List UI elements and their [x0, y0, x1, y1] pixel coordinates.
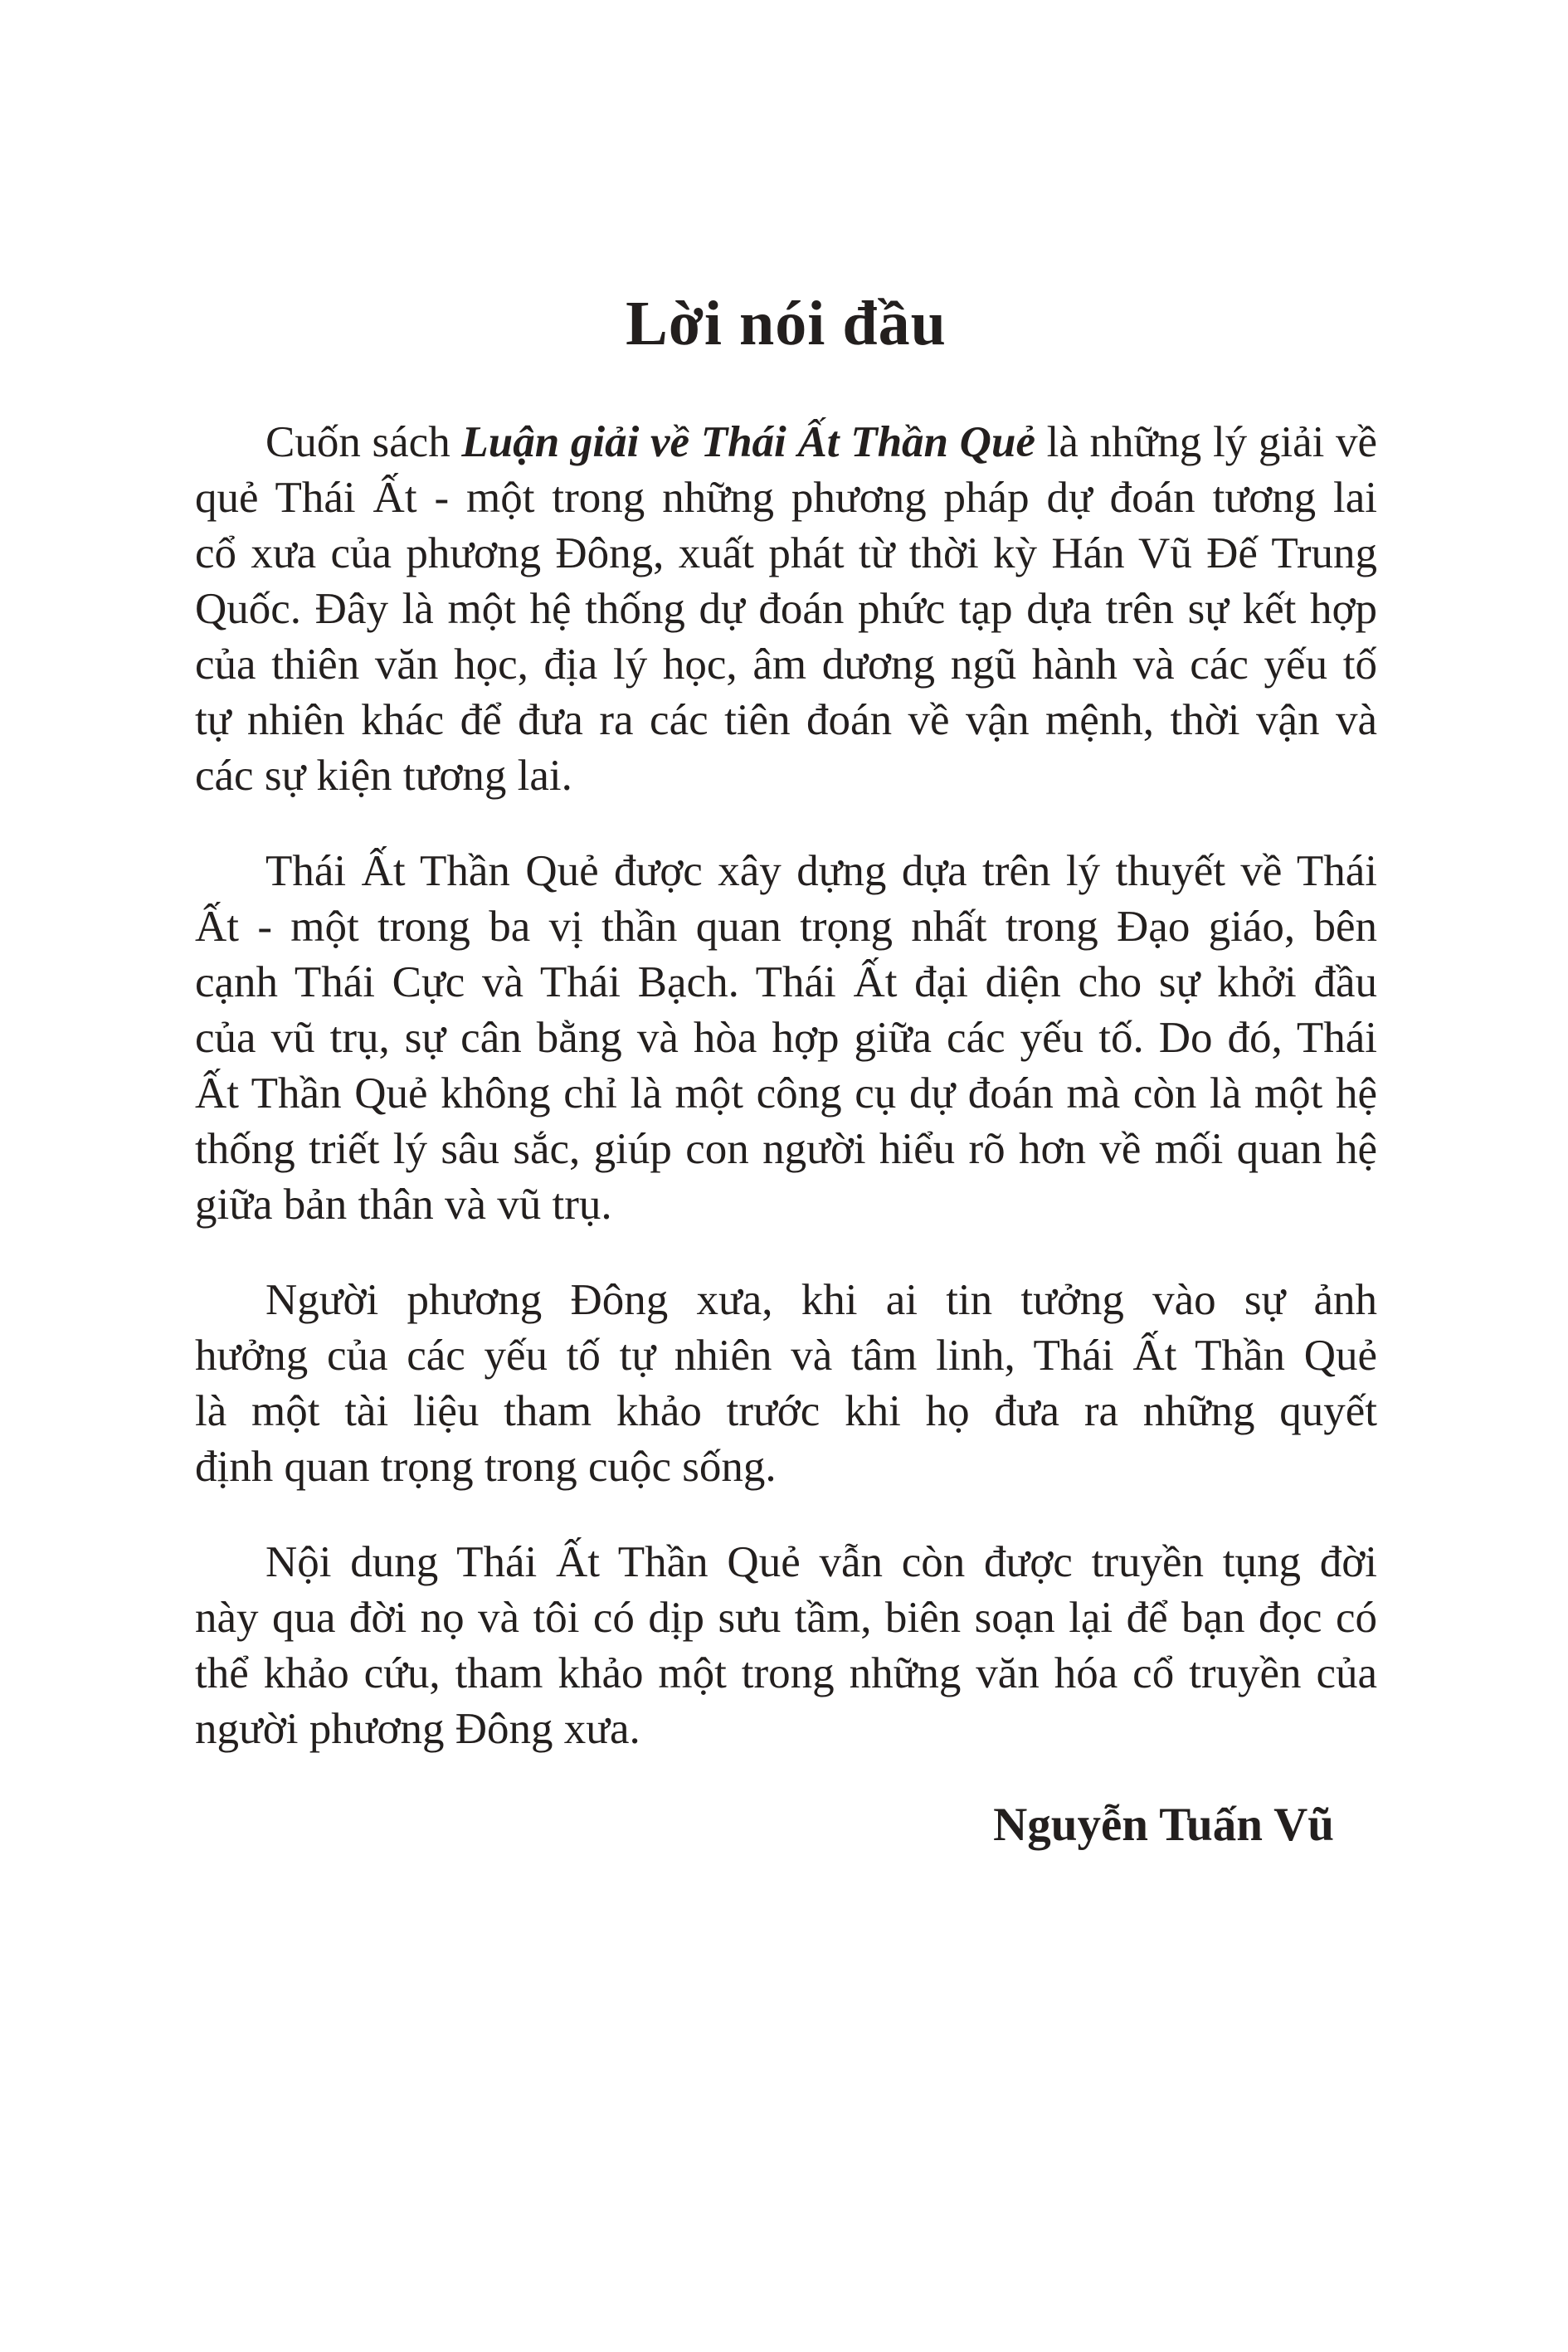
text-line	[195, 1177, 1377, 1233]
text-segment: Cuốn sách	[265, 418, 462, 466]
text-line	[195, 844, 1377, 899]
text-segment: Ất - một trong ba vị thần quan trọng nhất trong Đạo giáo, bên	[195, 903, 1377, 951]
text-segment: các sự kiện tương lai.	[195, 752, 572, 800]
text-line	[195, 693, 1377, 748]
text-line	[195, 1010, 1377, 1066]
text-segment: là một tài liệu tham khảo trước khi họ đưa ra những quyết	[195, 1387, 1377, 1435]
text-segment: người phương Đông xưa.	[195, 1705, 640, 1753]
text-segment: Thái Ất Thần Quẻ được xây dựng dựa trên lý thuyết về Thái	[265, 847, 1377, 895]
text-segment: định quan trọng trong cuộc sống.	[195, 1443, 777, 1491]
body-text	[195, 415, 1377, 1757]
text-segment: này qua đời nọ và tôi có dịp sưu tầm, biên soạn lại để bạn đọc có	[195, 1594, 1377, 1642]
text-line	[195, 470, 1377, 526]
page-title: Lời nói đầu	[626, 289, 947, 358]
text-segment: giữa bản thân và vũ trụ.	[195, 1181, 612, 1229]
paragraph	[195, 1273, 1377, 1495]
text-line	[195, 1066, 1377, 1122]
paragraph	[195, 844, 1377, 1233]
text-line	[195, 1273, 1377, 1328]
text-segment: thống triết lý sâu sắc, giúp con người hiểu rõ hơn về mối quan hệ	[195, 1125, 1377, 1173]
paragraph	[195, 415, 1377, 804]
text-line	[195, 1439, 1377, 1495]
text-segment: Quốc. Đây là một hệ thống dự đoán phức tạp dựa trên sự kết hợp	[195, 585, 1377, 633]
book-title-emphasis: Luận giải về Thái Ất Thần Quẻ	[461, 418, 1035, 466]
text-line	[195, 899, 1377, 955]
text-segment: Ất Thần Quẻ không chỉ là một công cụ dự đoán mà còn là một hệ	[195, 1069, 1377, 1118]
text-segment: tự nhiên khác để đưa ra các tiên đoán về vận mệnh, thời vận và	[195, 696, 1377, 744]
text-line	[195, 1646, 1377, 1702]
text-segment: hưởng của các yếu tố tự nhiên và tâm linh, Thái Ất Thần Quẻ	[195, 1332, 1377, 1380]
text-segment: cổ xưa của phương Đông, xuất phát từ thời kỳ Hán Vũ Đế Trung	[195, 529, 1377, 577]
text-segment: của vũ trụ, sự cân bằng và hòa hợp giữa các yếu tố. Do đó, Thái	[195, 1014, 1377, 1062]
text-line	[195, 748, 1377, 804]
text-segment: Nội dung Thái Ất Thần Quẻ vẫn còn được truyền tụng đời	[265, 1538, 1377, 1586]
paragraph	[195, 1535, 1377, 1757]
text-line	[195, 415, 1377, 470]
text-segment: của thiên văn học, địa lý học, âm dương ngũ hành và các yếu tố	[195, 640, 1377, 689]
text-line	[195, 637, 1377, 693]
text-line	[195, 1590, 1377, 1646]
text-segment: là những lý giải về	[1035, 418, 1378, 466]
text-line	[195, 582, 1377, 637]
text-line	[195, 1535, 1377, 1590]
text-line	[195, 1328, 1377, 1384]
text-segment: quẻ Thái Ất - một trong những phương pháp dự đoán tương lai	[195, 474, 1377, 522]
text-line	[195, 1702, 1377, 1757]
text-line	[195, 1122, 1377, 1177]
text-segment: cạnh Thái Cực và Thái Bạch. Thái Ất đại diện cho sự khởi đầu	[195, 958, 1377, 1006]
author-signature: Nguyễn Tuấn Vũ	[993, 1799, 1334, 1851]
text-segment: Người phương Đông xưa, khi ai tin tưởng vào sự ảnh	[265, 1276, 1377, 1324]
text-line	[195, 526, 1377, 582]
text-line	[195, 1384, 1377, 1439]
text-segment: thể khảo cứu, tham khảo một trong những văn hóa cổ truyền của	[195, 1649, 1377, 1697]
text-line	[195, 955, 1377, 1010]
